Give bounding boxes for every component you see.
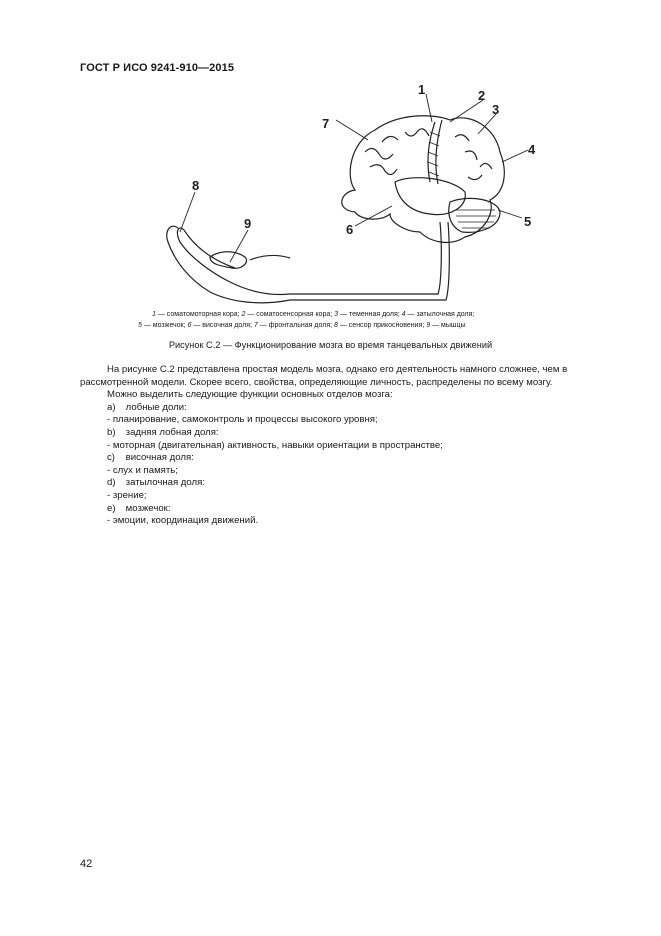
list-item-b [107, 427, 585, 440]
legend-text: — мозжечок; [141, 322, 188, 329]
legend-num: 1 [152, 311, 156, 318]
legend-num: 9 [426, 322, 431, 329]
page-number: 42 [80, 858, 93, 870]
label-7: 7 [322, 116, 330, 131]
legend-text: — сенсор прикосновения; [337, 322, 427, 329]
list-item-e [107, 503, 585, 516]
label-4: 4 [528, 142, 536, 157]
cerebellum [449, 198, 500, 232]
legend-text: — фронтальная доля; [257, 322, 334, 329]
list-title: затылочная доля: [125, 477, 205, 489]
list-desc-e: - эмоции, координация движений. [107, 515, 259, 527]
list-letter: c) [107, 452, 115, 464]
brain-outline [342, 116, 505, 243]
legend-num: 6 [187, 322, 192, 329]
document-header: ГОСТ Р ИСО 9241-910—2015 [80, 62, 235, 74]
list-item-a [107, 402, 585, 415]
list-title: мозжечок: [125, 502, 171, 514]
legend-text: — затылочная доля; [405, 311, 475, 318]
legend-num: 2 [241, 311, 246, 318]
brain-figure [150, 82, 550, 310]
label-8: 8 [192, 178, 200, 193]
brain-illustration [150, 82, 550, 310]
label-6: 6 [346, 222, 354, 237]
list-title: задняя лобная доля: [125, 426, 219, 438]
list-desc-d: - зрение; [107, 489, 147, 501]
list-desc-c: - слух и память; [107, 464, 178, 476]
list-letter: a) [107, 401, 116, 413]
list-title: височная доля: [125, 452, 194, 464]
body-text [80, 364, 585, 528]
paragraph-1b: рассмотренной модели. Скорее всего, свойства, определяющие личность, распределены по всему мозгу. [80, 376, 553, 388]
list-desc-b: - моторная (двигательная) активность, навыки ориентации в пространстве; [107, 439, 443, 451]
label-1: 1 [418, 82, 426, 97]
list-item-c [107, 452, 585, 465]
legend-num: 3 [334, 311, 339, 318]
legend-row-2 [110, 320, 580, 331]
legend-num: 4 [401, 311, 406, 318]
figure-caption: Рисунок С.2 — Функционирование мозга во время танцевальных движений [168, 340, 493, 350]
legend-text: — соматосенсорная кора; [245, 311, 335, 318]
legend-text: — височная доля; [191, 322, 254, 329]
legend-num: 8 [334, 322, 338, 329]
list-desc-a: - планирование, самоконтроль и процессы высокого уровня; [107, 414, 378, 426]
label-3: 3 [492, 102, 500, 117]
list-letter: b) [107, 426, 116, 438]
label-5: 5 [524, 214, 532, 229]
legend-text: — теменная доля; [338, 311, 402, 318]
legend-num: 7 [253, 322, 258, 329]
legend-text: — соматомоторная кора; [155, 311, 242, 318]
nerve-path [290, 222, 449, 300]
list-letter: d) [107, 477, 116, 489]
list-title: лобные доли: [125, 401, 187, 413]
list-letter: e) [107, 502, 116, 514]
arm-outline [167, 226, 290, 303]
figure-legend [110, 309, 580, 331]
paragraph-2: Можно выделить следующие функции основных отделов мозга: [107, 389, 393, 401]
label-9: 9 [244, 216, 252, 231]
legend-text: — мышцы [430, 322, 466, 329]
legend-row-1 [110, 309, 580, 320]
label-2: 2 [478, 88, 486, 103]
list-item-d [107, 477, 585, 490]
legend-num: 5 [138, 322, 142, 329]
paragraph-1a: На рисунке С.2 представлена простая модель мозга, однако его деятельность намного сложнее, чем в [107, 364, 568, 375]
